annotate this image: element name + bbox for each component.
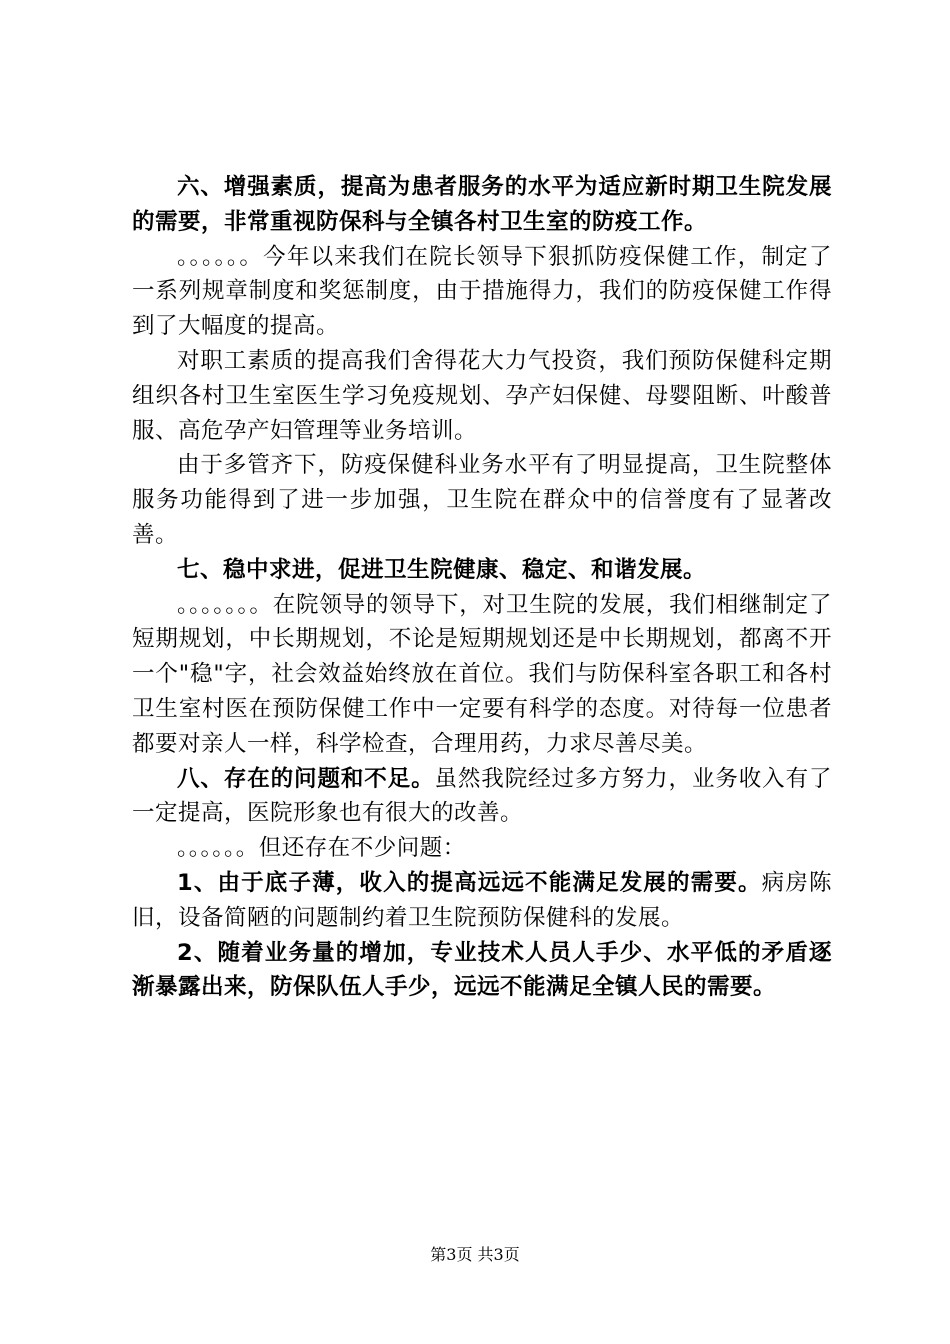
paragraph-bold-text: 1、由于底子薄，收入的提高远远不能满足发展的需要。 bbox=[177, 869, 762, 896]
paragraph-bold-text: 八、存在的问题和不足。 bbox=[177, 765, 435, 792]
paragraph-text: 。。。。。。。在院领导的领导下，对卫生院的发展，我们相继制定了短期规划，中长期规划，不论是短期规划还是中长期规划，都离不开一个"稳"字，社会效益始终放在首位。我们与防保科室各职工和各村卫生室村医在预防保健工作中一定要有科学的态度。对待每一位患者都要对亲人一样，科学检查，合理用药，力求尽善尽美。 bbox=[132, 591, 832, 757]
paragraph-text: 对职工素质的提高我们舍得花大力气投资，我们预防保健科定期组织各村卫生室医生学习免疫规划、孕产妇保健、母婴阻断、叶酸普服、高危孕产妇管理等业务培训。 bbox=[132, 347, 832, 444]
paragraph-text: 虽然我院经过多方努力，业务收入有了一定提高，医院形象也有很大的改善。 bbox=[132, 765, 832, 827]
paragraph-bold-text: 七、稳中求进，促进卫生院健康、稳定、和谐发展。 bbox=[177, 556, 707, 583]
paragraph-staff-training bbox=[132, 344, 832, 448]
paragraph-section-seven-heading bbox=[132, 553, 832, 588]
paragraph-problems-intro bbox=[132, 831, 832, 866]
paragraph-text: 由于多管齐下，防疫保健科业务水平有了明显提高，卫生院整体服务功能得到了进一步加强，卫生院在群众中的信誉度有了显著改善。 bbox=[132, 452, 832, 548]
paragraph-section-six-heading bbox=[132, 170, 832, 240]
paragraph-section-eight-heading bbox=[132, 762, 832, 832]
paragraph-bold-text: 2、随着业务量的增加，专业技术人员人手少、水平低的矛盾逐渐暴露出来，防保队伍人手少，远远不能满足全镇人民的需要。 bbox=[132, 939, 832, 1001]
paragraph-development-planning bbox=[132, 588, 832, 762]
paragraph-problem-two bbox=[132, 936, 832, 1006]
paragraph-bold-text: 六、增强素质，提高为患者服务的水平为适应新时期卫生院发展的需要，非常重视防保科与全镇各村卫生室的防疫工作。 bbox=[132, 174, 832, 235]
page-footer: 第3页 共3页 bbox=[430, 1245, 520, 1264]
document-body bbox=[132, 170, 832, 1005]
paragraph-problem-one bbox=[132, 866, 832, 936]
paragraph-text: 病房陈旧，设备简陋的问题制约着卫生院预防保健科的发展。 bbox=[132, 869, 832, 931]
paragraph-text: 。。。。。。今年以来我们在院长领导下狠抓防疫保健工作，制定了一系列规章制度和奖惩制度，由于措施得力，我们的防疫保健工作得到了大幅度的提高。 bbox=[132, 243, 832, 340]
paragraph-text: 。。。。。。但还存在不少问题： bbox=[177, 835, 466, 862]
paragraph-improvement-results bbox=[132, 448, 832, 552]
paragraph-epidemic-work bbox=[132, 240, 832, 344]
